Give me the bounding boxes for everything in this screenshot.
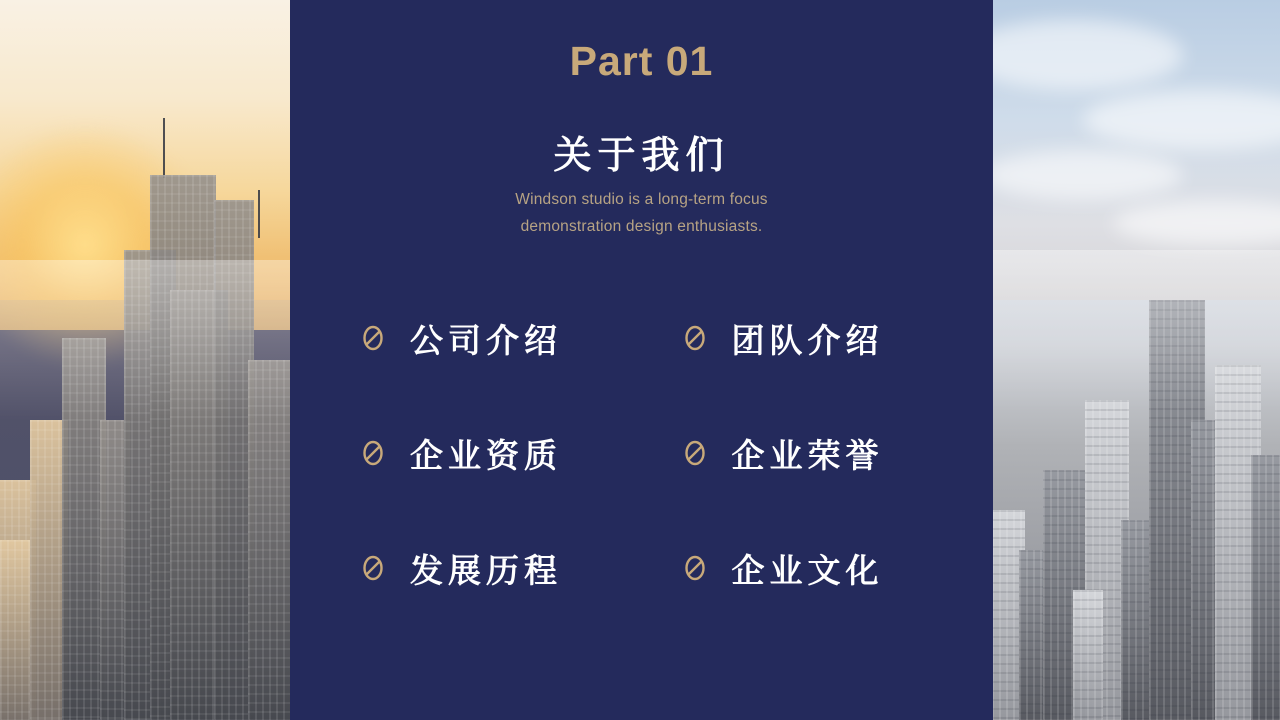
list-item-label: 公司介绍: [410, 321, 562, 359]
list-item[interactable]: [654, 514, 976, 622]
city-daylight-photo: [993, 0, 1280, 720]
list-item[interactable]: [654, 399, 976, 507]
list-item-label: 企业荣誉: [731, 436, 884, 474]
antenna-spire: [258, 190, 260, 238]
page-title: 关于我们: [553, 135, 730, 177]
atmospheric-haze: [0, 260, 290, 420]
subtitle-line-1: Windson studio is a long-term focus: [515, 191, 768, 208]
building: [1073, 590, 1103, 720]
slashed-circle-icon: [358, 323, 388, 353]
slashed-circle-icon: [358, 438, 388, 468]
list-item-label: 企业资质: [410, 436, 562, 474]
building: [1251, 455, 1280, 720]
list-item-label: 团队介绍: [731, 321, 884, 359]
list-item[interactable]: [332, 284, 654, 392]
subtitle: [290, 186, 993, 240]
list-item[interactable]: [332, 514, 654, 622]
slashed-circle-icon: [358, 553, 388, 583]
slashed-circle-icon: [680, 553, 710, 583]
list-item-label: 企业文化: [731, 551, 884, 589]
atmospheric-haze: [993, 250, 1280, 410]
list-item[interactable]: [332, 399, 654, 507]
content-panel: [290, 0, 993, 720]
slashed-circle-icon: [680, 438, 710, 468]
list-item-label: 发展历程: [410, 551, 562, 589]
part-label: Part 01: [569, 38, 714, 84]
list-item[interactable]: [654, 284, 976, 392]
antenna-spire: [163, 118, 165, 178]
agenda-list: [332, 284, 975, 622]
building: [0, 540, 30, 720]
city-sunset-photo: [0, 0, 290, 720]
slashed-circle-icon: [680, 323, 710, 353]
subtitle-line-2: demonstration design enthusiasts.: [520, 218, 763, 235]
